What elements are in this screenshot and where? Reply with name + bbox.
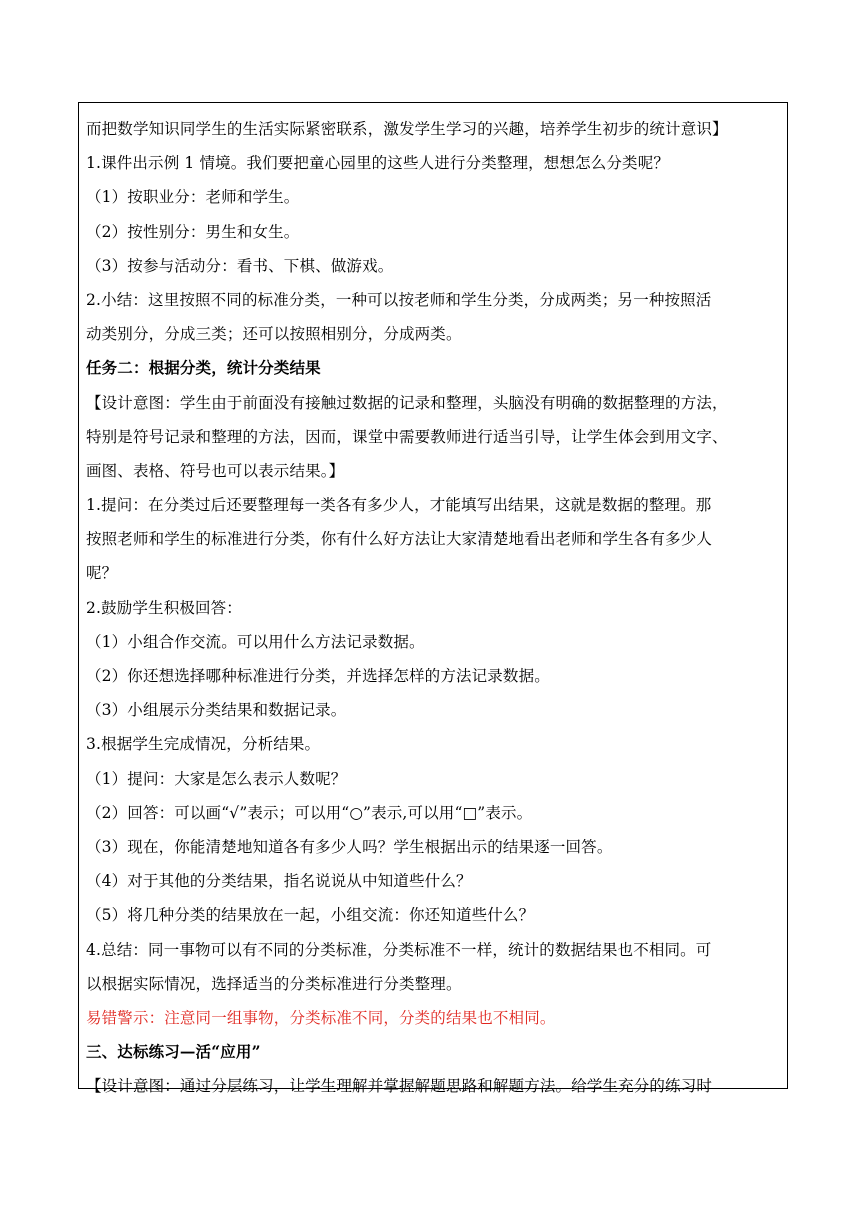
text-line: 呢？ — [86, 564, 118, 583]
text-line: （2）按性别分：男生和女生。 — [86, 222, 300, 241]
text-line: 【设计意图：通过分层练习，让学生理解并掌握解题思路和解题方法。给学生充分的练习时 — [86, 1077, 713, 1096]
text-line: （1）按职业分：老师和学生。 — [86, 188, 300, 207]
text-line: 2.小结：这里按照不同的标准分类，一种可以按老师和学生分类，分成两类；另一种按照活 — [86, 290, 712, 309]
text-line: （1）提问：大家是怎么表示人数呢？ — [86, 769, 347, 788]
text-line: 按照老师和学生的标准进行分类，你有什么好方法让大家清楚地看出老师和学生各有多少人 — [86, 530, 713, 549]
text-line: （4）对于其他的分类结果，指名说说从中知道些什么？ — [86, 872, 472, 891]
text-line: 【设计意图：学生由于前面没有接触过数据的记录和整理，头脑没有明确的数据整理的方法， — [86, 393, 728, 412]
text-line: 3.根据学生完成情况，分析结果。 — [86, 735, 321, 754]
warning-note: 易错警示：注意同一组事物，分类标准不同，分类的结果也不相同。 — [86, 1008, 556, 1027]
text-line: （3）现在，你能清楚地知道各有多少人吗？学生根据出示的结果逐一回答。 — [86, 837, 613, 856]
text-line: 4.总结：同一事物可以有不同的分类标准，分类标准不一样，统计的数据结果也不相同。可 — [86, 940, 712, 959]
text-line: 2.鼓励学生积极回答： — [86, 598, 242, 617]
document-body — [86, 112, 786, 1103]
text-line: （3）小组展示分类结果和数据记录。 — [86, 701, 347, 720]
text-line: 以根据实际情况，选择适当的分类标准进行分类整理。 — [86, 974, 462, 993]
text-line: 1.课件出示例 1 情境。我们要把童心园里的这些人进行分类整理，想想怎么分类呢？ — [86, 154, 670, 173]
text-line: （3）按参与活动分：看书、下棋、做游戏。 — [86, 256, 394, 275]
text-line: 而把数学知识同学生的生活实际紧密联系，激发学生学习的兴趣，培养学生初步的统计意识】 — [86, 120, 728, 138]
text-line: 画图、表格、符号也可以表示结果。】 — [86, 461, 345, 480]
text-line: 特别是符号记录和整理的方法，因而，课堂中需要教师进行适当引导，让学生体会到用文字、 — [86, 427, 728, 446]
text-line: 1.提问：在分类过后还要整理每一类各有多少人，才能填写出结果，这就是数据的整理。那 — [86, 496, 712, 515]
section-heading: 三、达标练习—活“应用” — [86, 1042, 261, 1062]
section-heading: 任务二：根据分类，统计分类结果 — [86, 358, 321, 378]
text-line: （5）将几种分类的结果放在一起，小组交流：你还知道些什么？ — [86, 906, 535, 925]
text-line: （2）回答：可以画“√”表示；可以用“○”表示,可以用“□”表示。 — [86, 803, 533, 822]
text-line: 动类别分，分成三类；还可以按照相别分，分成两类。 — [86, 325, 462, 344]
text-line: （1）小组合作交流。可以用什么方法记录数据。 — [86, 632, 425, 651]
text-line: （2）你还想选择哪种标准进行分类，并选择怎样的方法记录数据。 — [86, 667, 550, 685]
